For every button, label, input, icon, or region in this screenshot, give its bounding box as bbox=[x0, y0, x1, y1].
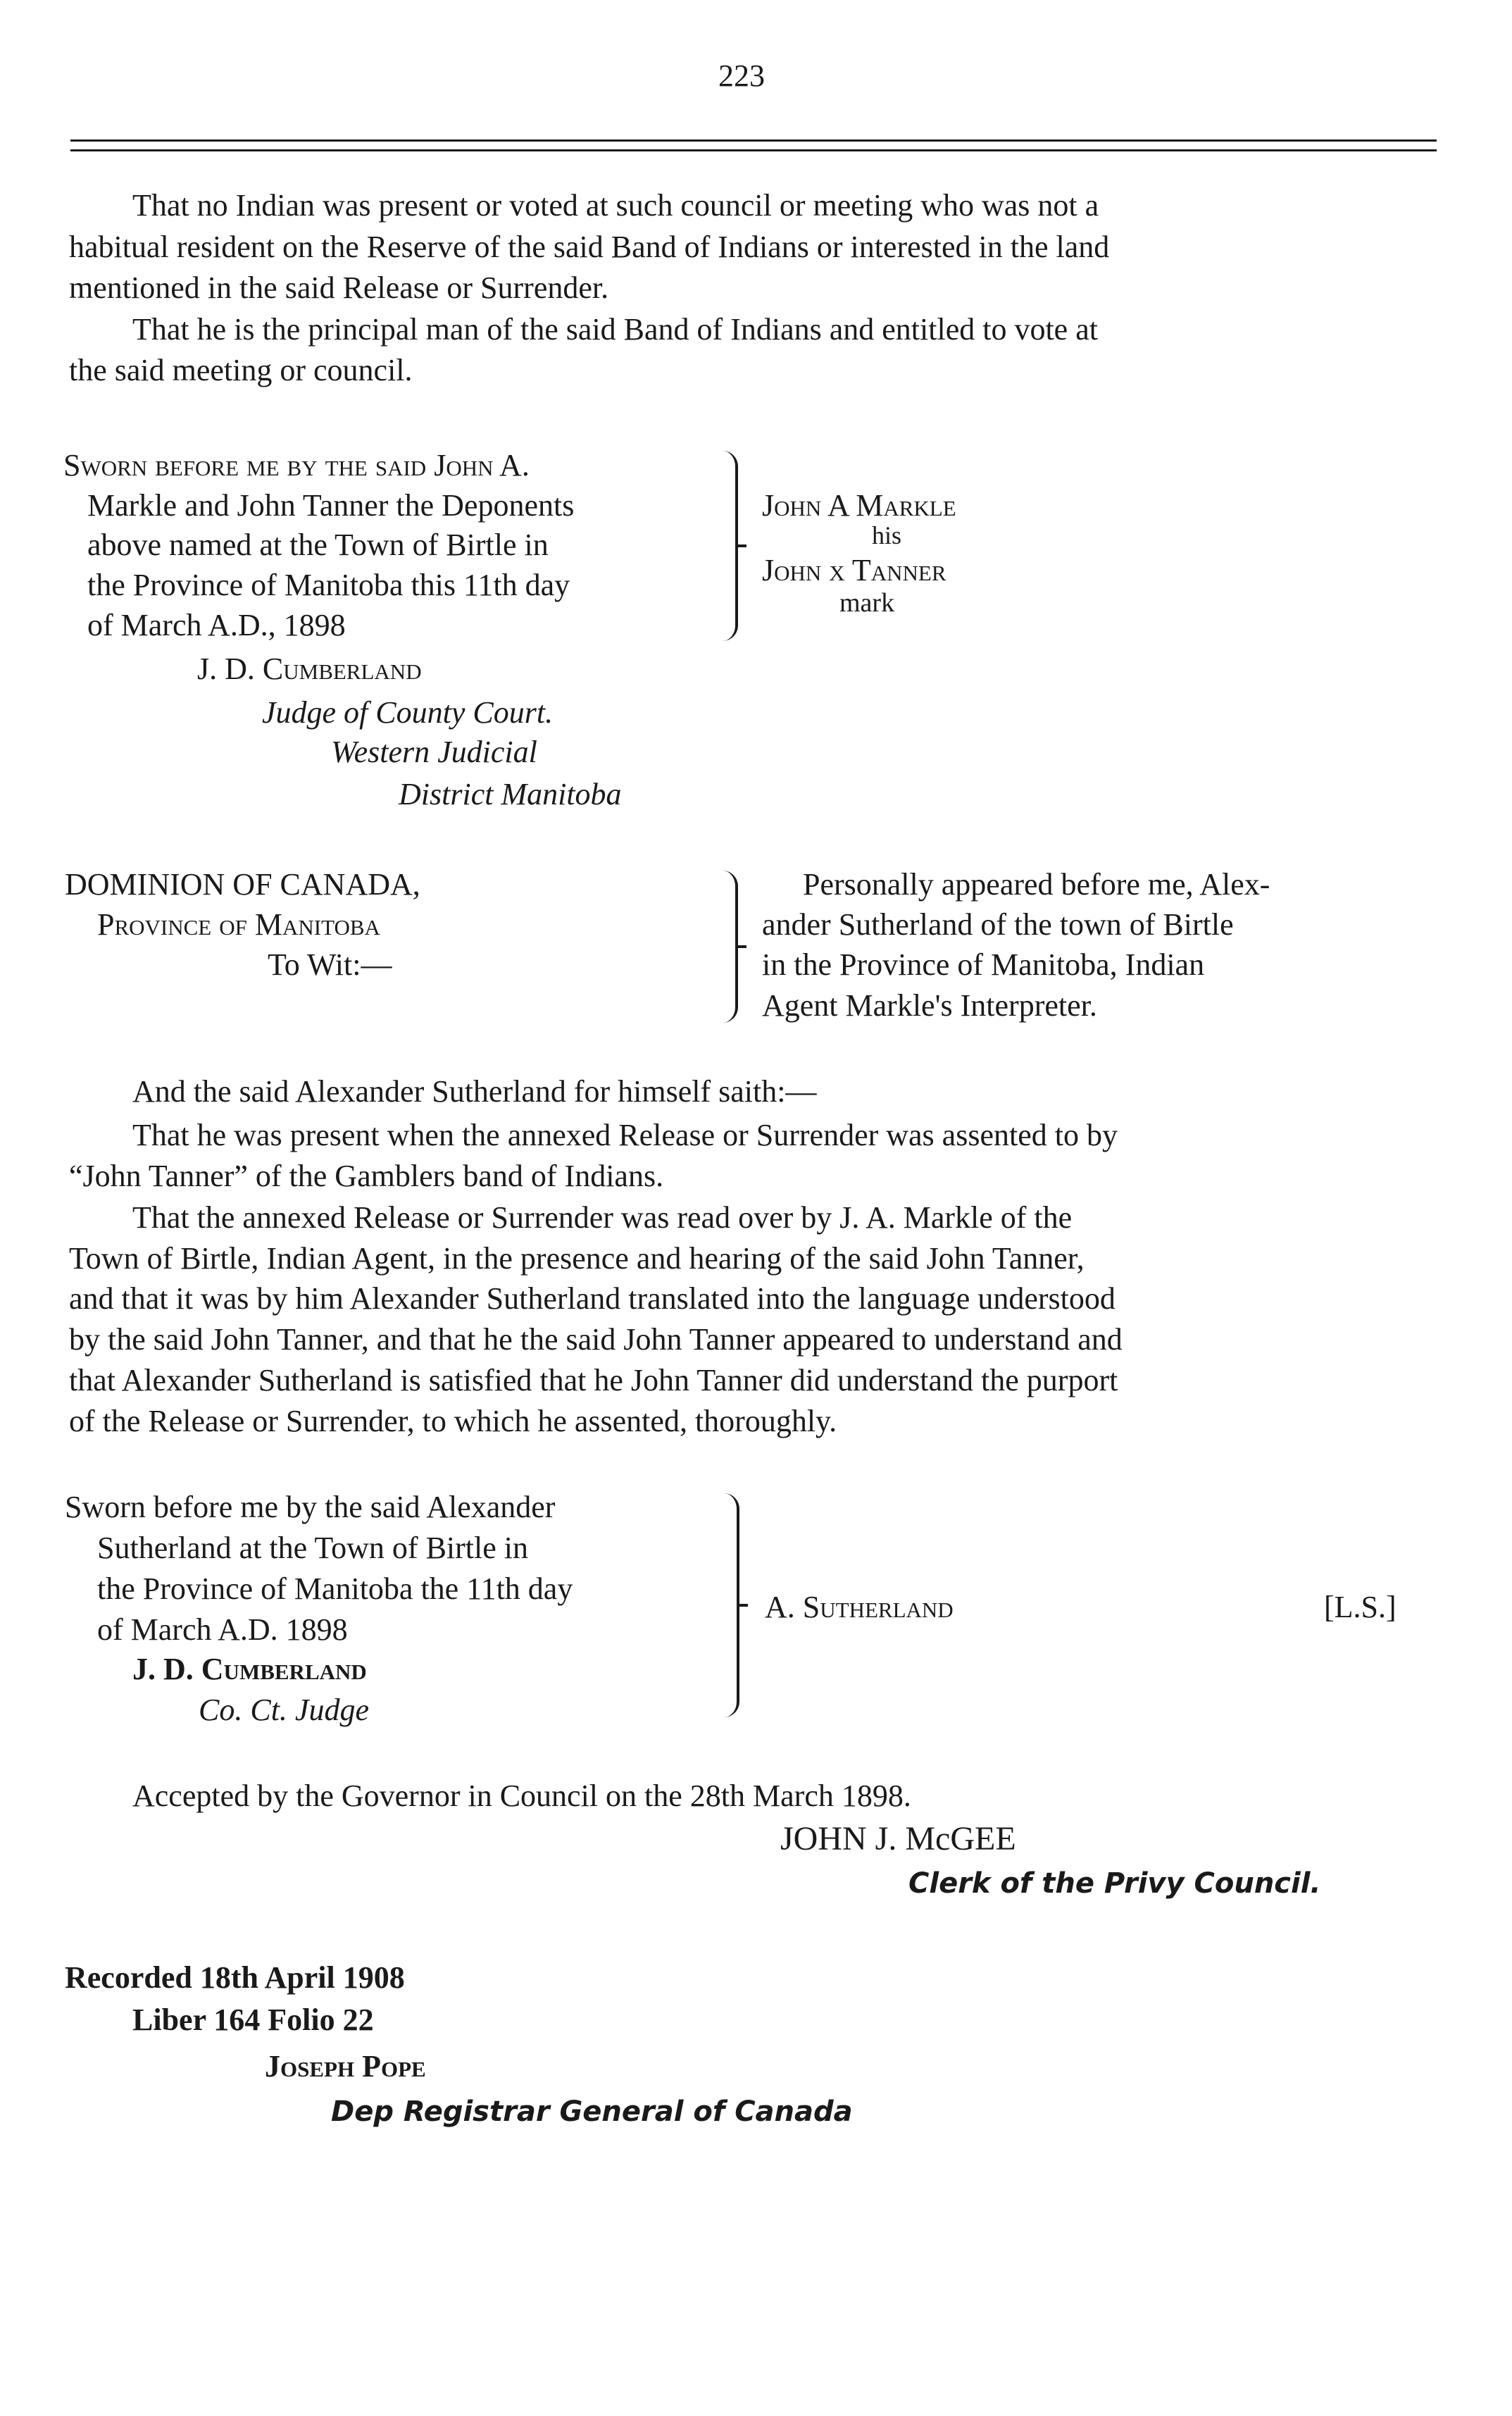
seal-mark: [L.S.] bbox=[1324, 1590, 1397, 1624]
signer-markle: John A Markle bbox=[762, 488, 956, 523]
body-line: And the said Alexander Sutherland for himself saith:— bbox=[132, 1074, 817, 1109]
appeared-line: in the Province of Manitoba, Indian bbox=[762, 947, 1205, 982]
registrar-title: Dep Registrar General of Canada bbox=[331, 2096, 853, 2128]
appeared-line: Agent Markle's Interpreter. bbox=[762, 988, 1097, 1023]
recorded-date: Recorded 18th April 1908 bbox=[65, 1960, 405, 1995]
clerk-title: Clerk of the Privy Council. bbox=[908, 1867, 1321, 1900]
brace bbox=[720, 1493, 739, 1717]
page-number: 223 bbox=[718, 58, 765, 93]
appeared-line: Personally appeared before me, Alex- bbox=[803, 867, 1270, 902]
judge-title: Co. Ct. Judge bbox=[199, 1693, 369, 1727]
intro-line: the said meeting or council. bbox=[69, 353, 413, 387]
jurat-line bbox=[63, 446, 530, 485]
judge-name: J. D. Cumberland bbox=[197, 652, 422, 686]
judge-title-line: District Manitoba bbox=[399, 777, 622, 811]
body-line: Town of Birtle, Indian Agent, in the presence and hearing of the said John Tanner, bbox=[69, 1241, 1085, 1276]
jurat-line: the Province of Manitoba the 11th day bbox=[97, 1571, 573, 1606]
intro-line: habitual resident on the Reserve of the said Band of Indians or interested in the land bbox=[69, 230, 1110, 264]
province-heading: Province of Manitoba bbox=[97, 907, 380, 942]
brace bbox=[718, 871, 738, 1023]
body-line: That he was present when the annexed Release or Surrender was assented to by bbox=[132, 1118, 1118, 1152]
judge-name: J. D. Cumberland bbox=[132, 1652, 367, 1686]
appeared-line: ander Sutherland of the town of Birtle bbox=[762, 907, 1234, 942]
signer-tanner: John x Tanner bbox=[762, 553, 946, 587]
header-rule-top bbox=[70, 139, 1437, 142]
liber-folio: Liber 164 Folio 22 bbox=[132, 2003, 374, 2037]
jurat-line-text: Sworn before me by the said John A. bbox=[63, 448, 530, 482]
body-line: of the Release or Surrender, to which he assented, thoroughly. bbox=[69, 1404, 837, 1438]
body-line: That the annexed Release or Surrender was read over by J. A. Markle of the bbox=[132, 1200, 1073, 1235]
jurat-line: Markle and John Tanner the Deponents bbox=[87, 488, 575, 523]
body-line: that Alexander Sutherland is satisfied that he John Tanner did understand the purport bbox=[69, 1363, 1118, 1397]
jurat-line: Sutherland at the Town of Birtle in bbox=[97, 1531, 529, 1565]
jurat-line: Sworn before me by the said Alexander bbox=[65, 1490, 556, 1524]
body-line: “John Tanner” of the Gamblers band of Indians. bbox=[69, 1159, 664, 1193]
signer-sutherland: A. Sutherland bbox=[765, 1590, 954, 1624]
his-label: his bbox=[872, 521, 902, 549]
judge-title-line: Western Judicial bbox=[331, 735, 537, 769]
dominion-heading: DOMINION OF CANADA, bbox=[65, 867, 420, 902]
header-rule-bottom bbox=[70, 149, 1437, 151]
clerk-name: JOHN J. McGEE bbox=[780, 1820, 1016, 1857]
jurat-line: the Province of Manitoba this 11th day bbox=[87, 568, 570, 602]
to-wit: To Wit:— bbox=[268, 947, 392, 982]
registrar-name: Joseph Pope bbox=[265, 2049, 426, 2084]
intro-line: mentioned in the said Release or Surrender. bbox=[69, 270, 609, 305]
jurat-line: of March A.D., 1898 bbox=[87, 608, 346, 642]
mark-label: mark bbox=[839, 588, 895, 618]
judge-title-line: Judge of County Court. bbox=[262, 695, 554, 730]
acceptance-statement: Accepted by the Governor in Council on the 28th March 1898. bbox=[132, 1779, 911, 1813]
brace bbox=[718, 451, 738, 641]
intro-line: That he is the principal man of the said Band of Indians and entitled to vote at bbox=[132, 312, 1098, 347]
jurat-line: above named at the Town of Birtle in bbox=[87, 528, 549, 562]
body-line: and that it was by him Alexander Sutherland translated into the language understood bbox=[69, 1281, 1116, 1316]
body-line: by the said John Tanner, and that he the said John Tanner appeared to understand and bbox=[69, 1322, 1123, 1357]
intro-line: That no Indian was present or voted at such council or meeting who was not a bbox=[132, 188, 1099, 223]
jurat-line: of March A.D. 1898 bbox=[97, 1612, 348, 1647]
